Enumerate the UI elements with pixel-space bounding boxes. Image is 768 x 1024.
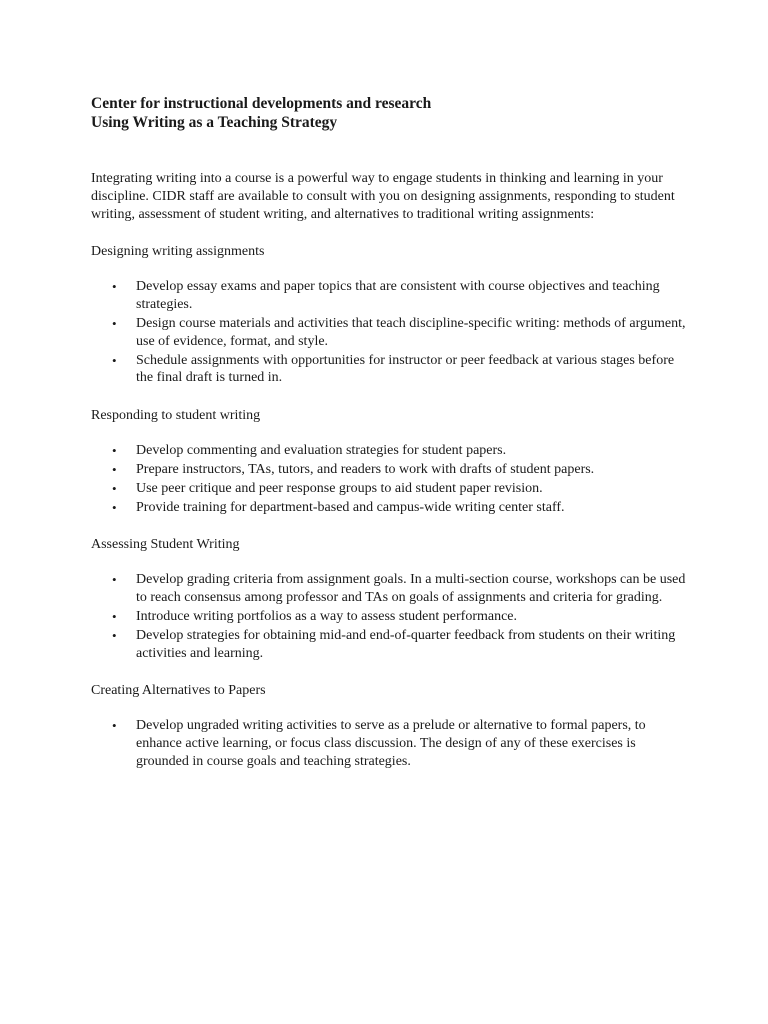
list-item-text: Develop commenting and evaluation strategies for student papers. bbox=[136, 443, 507, 459]
sections-container bbox=[91, 243, 691, 770]
list-item-text: Introduce writing portfolios as a way to assess student performance. bbox=[136, 608, 518, 624]
section-heading: Responding to student writing bbox=[91, 408, 261, 424]
bullet-icon: • bbox=[112, 480, 117, 496]
bullet-list bbox=[91, 717, 691, 770]
bullet-icon: • bbox=[112, 608, 117, 624]
list-item bbox=[91, 717, 691, 770]
list-item bbox=[91, 627, 691, 663]
list-item-text: Design course materials and activities that teach discipline-specific writing: methods of argument, use of evidence, format, and style. bbox=[136, 315, 686, 349]
list-item bbox=[91, 499, 691, 517]
bullet-icon: • bbox=[112, 499, 117, 515]
document-page bbox=[91, 94, 691, 772]
bullet-icon: • bbox=[112, 572, 117, 588]
document-title-line-1: Center for instructional developments and research bbox=[91, 95, 432, 112]
bullet-list bbox=[91, 278, 691, 387]
section-heading: Assessing Student Writing bbox=[91, 537, 240, 553]
bullet-icon: • bbox=[112, 279, 117, 295]
bullet-icon: • bbox=[112, 627, 117, 643]
list-item-text: Develop essay exams and paper topics that are consistent with course objectives and teaching strategies. bbox=[136, 279, 660, 313]
bullet-icon: • bbox=[112, 315, 117, 331]
list-item bbox=[91, 315, 691, 351]
bullet-icon: • bbox=[112, 352, 117, 368]
list-item bbox=[91, 461, 691, 479]
list-item bbox=[91, 608, 691, 626]
list-item-text: Develop grading criteria from assignment goals. In a multi-section course, workshops can be used to reach consensus among professor and TAs on goals of assignments and criteria for grading. bbox=[136, 572, 686, 606]
list-item-text: Prepare instructors, TAs, tutors, and readers to work with drafts of student papers. bbox=[136, 461, 595, 477]
list-item bbox=[91, 278, 691, 314]
bullet-list bbox=[91, 571, 691, 662]
list-item bbox=[91, 442, 691, 460]
section-heading: Creating Alternatives to Papers bbox=[91, 683, 266, 699]
intro-paragraph: Integrating writing into a course is a powerful way to engage students in thinking and learning in your discipline. CIDR staff are available to consult with you on designing assignments, responding to student writing, assessment of student writing, and alternatives to traditional writing assignments: bbox=[91, 171, 675, 222]
bullet-icon: • bbox=[112, 461, 117, 477]
list-item bbox=[91, 571, 691, 607]
bullet-icon: • bbox=[112, 443, 117, 459]
list-item bbox=[91, 352, 691, 388]
bullet-list bbox=[91, 442, 691, 516]
list-item-text: Schedule assignments with opportunities for instructor or peer feedback at various stages before the final draft is turned in. bbox=[136, 352, 675, 386]
bullet-icon: • bbox=[112, 718, 117, 734]
list-item-text: Use peer critique and peer response groups to aid student paper revision. bbox=[136, 480, 543, 496]
list-item bbox=[91, 480, 691, 498]
list-item-text: Provide training for department-based and campus-wide writing center staff. bbox=[136, 499, 565, 515]
document-title-line-2: Using Writing as a Teaching Strategy bbox=[91, 114, 338, 131]
list-item-text: Develop strategies for obtaining mid-and end-of-quarter feedback from students on their writing activities and learning. bbox=[136, 627, 676, 661]
list-item-text: Develop ungraded writing activities to serve as a prelude or alternative to formal papers, to enhance active learning, or focus class discussion. The design of any of these exercises is grounded in course goals and teaching strategies. bbox=[136, 718, 646, 769]
section-heading: Designing writing assignments bbox=[91, 244, 265, 260]
